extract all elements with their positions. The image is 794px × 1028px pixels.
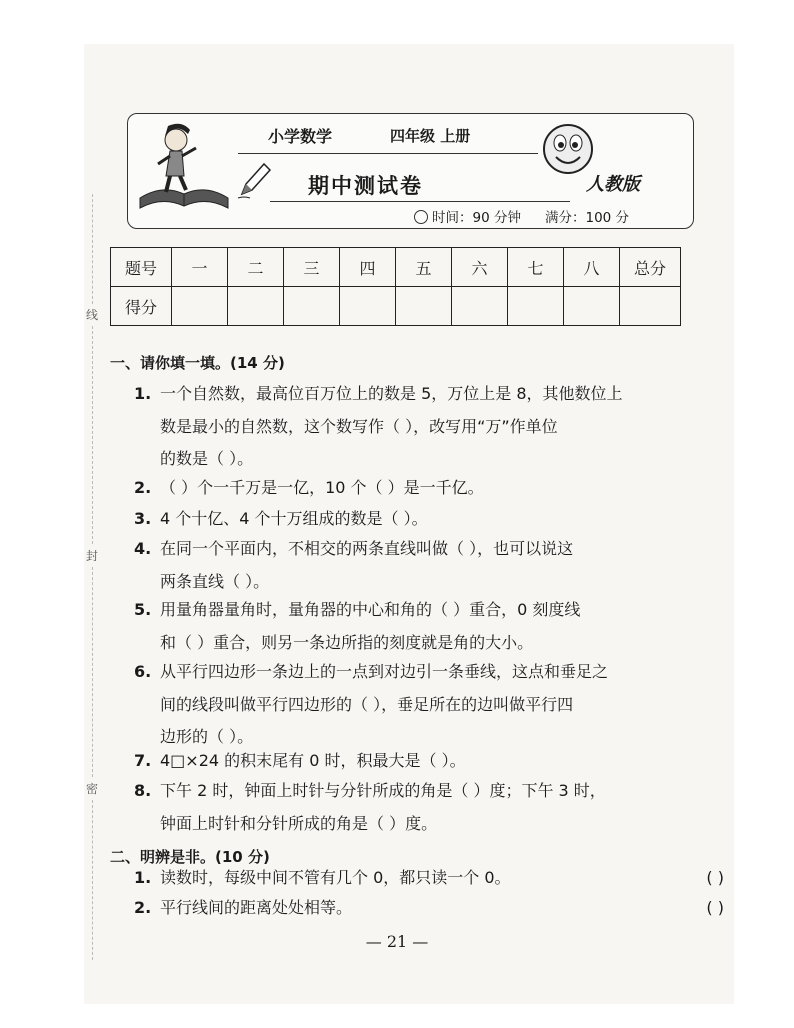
question-number: 8. <box>134 781 152 800</box>
score-table-col: 二 <box>228 248 284 287</box>
question-text: （ ）个一千万是一亿，10 个（ ）是一千亿。 <box>160 478 484 497</box>
question-text: 用量角器量角时，量角器的中心和角的（ ）重合，0 刻度线 <box>160 600 581 619</box>
binding-char: 封 <box>85 549 98 563</box>
score-cell[interactable] <box>228 287 284 326</box>
answer-parentheses[interactable]: ( ) <box>706 898 724 917</box>
answer-parentheses[interactable]: ( ) <box>706 868 724 887</box>
question-number: 1. <box>134 868 152 887</box>
question-text: 数是最小的自然数，这个数写作（ ），改写用“万”作单位 <box>160 416 558 436</box>
score-cell[interactable] <box>172 287 228 326</box>
question-item <box>134 862 674 895</box>
full-score: 满分：100 分 <box>544 210 630 226</box>
question-item <box>134 656 674 754</box>
question-text: 的数是（ ）。 <box>160 449 254 468</box>
question-text: 一个自然数，最高位百万位上的数是 5，万位上是 8，其他数位上 <box>160 384 623 403</box>
question-item <box>134 892 674 925</box>
question-text: 边形的（ ）。 <box>160 727 254 746</box>
student-on-book-icon <box>132 118 232 218</box>
binding-margin <box>84 44 100 1004</box>
edition-label: 人教版 <box>586 174 640 195</box>
question-number: 2. <box>134 478 152 497</box>
question-item <box>134 594 674 659</box>
question-text: 钟面上时针和分针所成的角是（ ）度。 <box>160 813 438 833</box>
question-number: 5. <box>134 600 152 619</box>
score-cell[interactable] <box>452 287 508 326</box>
binding-dashed-line <box>92 194 93 304</box>
question-number: 3. <box>134 509 152 528</box>
score-cell[interactable] <box>396 287 452 326</box>
score-table-row-label: 得分 <box>111 287 172 326</box>
score-cell[interactable] <box>508 287 564 326</box>
grade-label: 四年级 上册 <box>390 127 471 145</box>
page-number: — 21 — <box>365 932 429 951</box>
question-item <box>134 533 674 598</box>
score-cell[interactable] <box>564 287 620 326</box>
question-text: 下午 2 时，钟面上时针与分针所成的角是（ ）度；下午 3 时， <box>160 781 606 800</box>
question-text: 4 个十亿、4 个十万组成的数是（ ）。 <box>160 509 428 528</box>
question-number: 2. <box>134 898 152 917</box>
question-number: 1. <box>134 384 152 403</box>
section-title: 二、明辨是非。(10 分) <box>110 848 270 866</box>
binding-dashed-line <box>92 326 93 544</box>
question-text: 平行线间的距离处处相等。 <box>160 898 353 917</box>
question-text: 两条直线（ ）。 <box>160 571 270 591</box>
question-text: 从平行四边形一条边上的一点到对边引一条垂线，这点和垂足之 <box>160 662 609 681</box>
question-number: 6. <box>134 662 152 681</box>
time-limit: 时间：90 分钟 <box>432 210 521 226</box>
score-table-col: 三 <box>284 248 340 287</box>
question-number: 4. <box>134 539 152 558</box>
score-cell[interactable] <box>620 287 681 326</box>
score-cell[interactable] <box>284 287 340 326</box>
score-table-col: 五 <box>396 248 452 287</box>
score-table-col: 八 <box>564 248 620 287</box>
binding-char: 密 <box>85 782 98 796</box>
score-table-header-row <box>111 248 681 287</box>
question-number: 7. <box>134 751 152 770</box>
smiley-face-icon <box>540 121 596 177</box>
score-table-score-row <box>111 287 681 326</box>
score-table-col: 七 <box>508 248 564 287</box>
score-table-col: 一 <box>172 248 228 287</box>
binding-char: 线 <box>85 308 98 322</box>
question-item <box>134 378 674 476</box>
score-table-col: 总分 <box>620 248 681 287</box>
question-item <box>134 472 674 505</box>
clock-icon <box>414 210 428 224</box>
question-text: 和（ ）重合，则另一条边所指的刻度就是角的大小。 <box>160 632 534 652</box>
time-info <box>414 206 629 226</box>
question-text: 在同一个平面内，不相交的两条直线叫做（ ），也可以说这 <box>160 539 574 558</box>
score-table-col: 四 <box>340 248 396 287</box>
question-item <box>134 503 674 536</box>
score-table-row-label: 题号 <box>111 248 172 287</box>
question-text: 间的线段叫做平行四边形的（ ），垂足所在的边叫做平行四 <box>160 694 574 714</box>
subject-label: 小学数学 <box>268 127 333 146</box>
binding-dashed-line <box>92 567 93 777</box>
section-title: 一、请你填一填。(14 分) <box>110 354 285 372</box>
question-text: 读数时，每级中间不管有几个 0，都只读一个 0。 <box>160 868 511 887</box>
exam-title: 期中测试卷 <box>308 174 423 198</box>
title-underline <box>270 201 570 202</box>
score-cell[interactable] <box>340 287 396 326</box>
score-table-col: 六 <box>452 248 508 287</box>
question-item <box>134 745 674 778</box>
pencil-icon <box>236 160 272 200</box>
question-item <box>134 775 674 840</box>
question-text: 4□×24 的积末尾有 0 时，积最大是（ ）。 <box>160 751 466 770</box>
score-table <box>110 247 681 326</box>
